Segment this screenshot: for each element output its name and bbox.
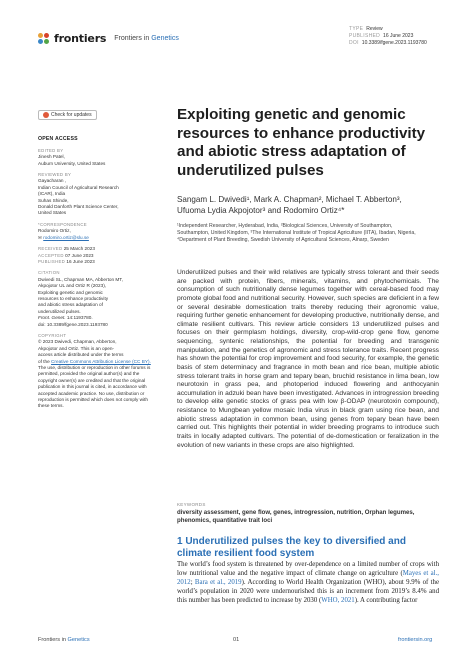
body-text: The world’s food system is threatened by over-dependence on a limited number of crops with low nutritional value and the negative impact of climate change on agriculture (Mayes et al., 2012; Bara et al., 2019). According to World Health Organization (WHO), about 9.9% of the world’s population in 2020 were undernourished this is an increment from 2019’s 8.4% and this number has been predicted to increase by 2030 (WHO, 2021). A contributing factor bbox=[177, 561, 439, 604]
reference-link[interactable]: Mayes et al., 2012 bbox=[177, 569, 439, 586]
journal-name: Frontiers in Genetics bbox=[114, 35, 179, 42]
page-number: 01 bbox=[233, 637, 240, 643]
copyright-block: COPYRIGHT © 2023 Dwivedi, Chapman, Abberton, Akpojotor and Ortiz. This is an open- access article distributed under the terms of the Creative Commons Attribution License (CC BY). The use, distribution or reproduction in other forums is permitted, provided the original author(s) and the copyright owner(s) are credited and that the original publication in this journal is cited, in accordance with accepted academic practice. No use, distribution or reproduction is permitted which does not comply with these terms. bbox=[38, 332, 151, 409]
correspondence-email[interactable]: ✉ rodomiro.ortiz@slu.se bbox=[38, 234, 89, 240]
article-title: Exploiting genetic and genomic resources to enhance productivity and abiotic stress adaptation of underutilized pulses bbox=[177, 106, 426, 179]
citation-block: CITATION Dwivedi SL, Chapman MA, Abberton MT, Akpojotor UL and Ortiz R (2023), Exploiting genetic and genomic resources to enhance productivity and abiotic stress adaptation of underutilized pulses. Front. Genet. 14:1193780. doi: 10.3389/fgene.2023.1193780 bbox=[38, 270, 123, 327]
keywords: diversity assessment, gene flow, genes, introgression, nutrition, Orphan legumes, phenomics, quantitative trait loci bbox=[177, 509, 415, 524]
page-header bbox=[38, 26, 438, 56]
article-meta: TYPE Review PUBLISHED 16 June 2023 DOI 10.3389/fgene.2023.1193780 bbox=[349, 26, 427, 46]
email-icon: ✉ bbox=[38, 234, 44, 240]
reference-link[interactable]: Bara et al., 2019 bbox=[194, 578, 242, 586]
frontiers-logo-icon bbox=[38, 33, 50, 45]
footer-journal: Frontiers in Genetics bbox=[38, 637, 90, 643]
reviewed-by-block: REVIEWED BY Gayacharan , Indian Council of Agricultural Research (ICAR), India Suhas Shinde, Donald Danforth Plant Science Center, United States bbox=[38, 172, 119, 216]
check-updates-icon bbox=[43, 112, 49, 118]
open-access-label: OPEN ACCESS bbox=[38, 136, 78, 143]
doi-link[interactable]: 10.3389/fgene.2023.1193780 bbox=[361, 40, 427, 46]
keywords-label: KEYWORDS bbox=[177, 502, 206, 507]
reference-link[interactable]: WHO, 2021 bbox=[321, 596, 355, 604]
author-list: Sangam L. Dwivedi¹, Mark A. Chapman², Michael T. Abberton³, Ufuoma Lydia Akpojotor³ and Rodomiro Ortiz⁴* bbox=[177, 195, 402, 215]
journal-logo[interactable] bbox=[38, 32, 179, 45]
section-heading: 1 Underutilized pulses the key to diversified and climate resilient food system bbox=[177, 536, 406, 559]
publisher-name: frontiers bbox=[54, 32, 107, 45]
footer-site-link[interactable]: frontiersin.org bbox=[398, 637, 433, 643]
dates-block: RECEIVED 25 March 2023 ACCEPTED 07 June 2023 PUBLISHED 16 June 2023 bbox=[38, 246, 95, 264]
affiliations: ¹Independent Researcher, Hyderabad, India, ²Biological Sciences, University of Southampton, Southampton, United Kingdom, ³The International Institute of Tropical Agriculture (IITA), Ibadan, Nigeria, ⁴Department of Plant Breeding, Swedish University of Agricultural Sciences, Alnarp, Sweden bbox=[177, 223, 416, 243]
edited-by-block: EDITED BY Jinesh Patel, Auburn University, United States bbox=[38, 147, 106, 166]
abstract: Underutilized pulses and their wild relatives are typically stress tolerant and their seeds are packed with protein, fibers, minerals, vitamins, and phytochemicals. The consumption of such nutritionally dense legumes together with cereal-based food may promote global food and nutritional security. However, such species are deficient in a few or several desirable domestication traits thereby reducing their agronomic value, requiring further genetic enhancement for developing productive, nutritionally dense, and climate resilient cultivars. This review article considers 13 underutilized pulses and focuses on their germplasm holdings, diversity, crop-wild-crop gene flow, genome sequencing, syntenic relationships, the potential for breeding and transgenic manipulation, and the genetics of agronomic and stress tolerance traits. Recent progress has shown the potential for crop improvement and food security, for example, the genetic basis of stem determinacy and fragrance in moth bean and rice bean, multiple abiotic stress tolerant traits in horse gram and tepary bean, bruchid resistance in lima bean, low neurotoxin in grass pea, and photoperiod induced flowering and anthocyanin accumulation in adzuki bean have been investigated. Advances in introgression breeding to develop elite genetic stocks of grass pea with low β-ODAP (neurotoxin compound), resistance to Mungbean yellow mosaic India virus in black gram using rice bean, and abiotic stress adaptation in common bean, using genes from tepary bean have been carried out. This highlights their potential in wider breeding programs to introduce such traits in locally adapted cultivars. The potential of de-domestication or feralization in the evolution of new variants in these crops are also highlighted. bbox=[177, 269, 439, 449]
check-updates-button[interactable]: Check for updates bbox=[38, 110, 97, 120]
license-link[interactable]: Creative Commons Attribution License (CC BY). bbox=[51, 358, 151, 364]
sidebar bbox=[38, 110, 158, 415]
correspondence-block: *CORRESPONDENCE Rodomiro Ortiz, ✉ rodomiro.ortiz@slu.se bbox=[38, 222, 158, 241]
